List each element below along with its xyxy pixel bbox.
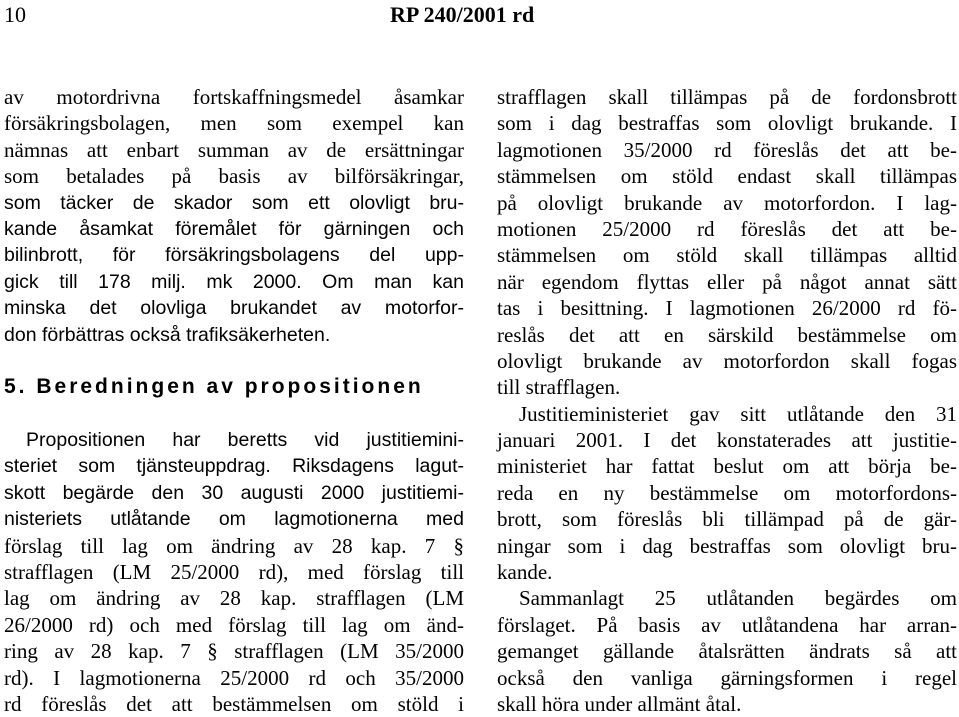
text-line: tas i besittning. I lagmotionen 26/2000 rd fö- <box>497 296 957 321</box>
left-paragraph-1 <box>4 84 464 348</box>
text-line: lag om ändring av 28 kap. strafflagen (LM <box>4 586 464 611</box>
text-line: skall höra under allmänt åtal. <box>497 691 742 716</box>
text-line: brott, som föreslås bli tillämpad på de gär- <box>497 507 957 532</box>
text-line: rd). I lagmotionerna 25/2000 rd och 35/2000 <box>4 665 464 690</box>
text-line: gick till 178 milj. mk 2000. Om man kan <box>4 270 464 293</box>
text-line: nisteriets utlåtande om lagmotionerna med <box>4 508 464 531</box>
left-paragraph-2 <box>4 427 464 717</box>
section-heading: 5. Beredningen av propositionen <box>4 375 424 399</box>
text-line: kande. <box>497 560 553 585</box>
text-line: gemanget gällande åtalsrätten ändrats så att <box>497 639 957 664</box>
text-line: rd föreslås det att bestämmelsen om stöld i <box>4 691 464 716</box>
text-line: till strafflagen. <box>497 375 621 400</box>
text-line: minska det olovliga brukandet av motorfor- <box>4 297 464 320</box>
text-line: ministeriet har fattat beslut om att börja be- <box>497 454 957 479</box>
spacer <box>4 348 464 374</box>
text-line: förslag till lag om ändring av 28 kap. 7 § <box>4 533 464 558</box>
right-column <box>497 84 957 717</box>
text-line: när egendom flyttas eller på något annat sätt <box>497 269 957 294</box>
text-line: steriet som tjänsteuppdrag. Riksdagens lagut- <box>4 455 464 478</box>
text-line: olovligt brukande av motorfordon skall fogas <box>497 348 957 373</box>
right-paragraph-3 <box>497 585 957 717</box>
text-line: strafflagen skall tillämpas på de fordonsbrott <box>497 85 957 109</box>
text-line: på olovligt brukande av motorfordon. I lag- <box>497 190 957 215</box>
text-line: ring av 28 kap. 7 § strafflagen (LM 35/2000 <box>4 639 464 664</box>
text-line: strafflagen (LM 25/2000 rd), med förslag till <box>4 560 464 585</box>
text-line: 26/2000 rd) och med förslag till lag om änd- <box>4 612 464 637</box>
spacer <box>4 401 464 427</box>
text-line: förslaget. På basis av utlåtandena har arran- <box>497 612 957 637</box>
text-line: januari 2001. I det konstaterades att justitie- <box>497 428 957 453</box>
text-line: som i dag bestraffas som olovligt brukande. I <box>497 111 957 136</box>
text-line: ningar som i dag bestraffas som olovligt bru- <box>497 533 957 558</box>
text-line: försäkringsbolagen, men som exempel kan <box>4 111 464 136</box>
text-line: bilinbrott, för försäkringsbolagens del upp- <box>4 244 464 267</box>
document-id-header: RP 240/2001 rd <box>390 2 535 27</box>
left-column <box>4 84 464 717</box>
text-line: Propositionen har beretts vid justitiemini- <box>26 429 464 452</box>
text-line: Justitieministeriet gav sitt utlåtande den 31 <box>519 401 957 426</box>
text-line: också den vanliga gärningsformen i regel <box>497 665 957 690</box>
text-line: don förbättras också trafiksäkerheten. <box>4 323 331 346</box>
text-line: nämnas att enbart summan av de ersättningar <box>4 137 464 162</box>
text-line: som betalades på basis av bilförsäkringar, <box>4 164 464 189</box>
text-line: stämmelsen om stöld endast skall tillämpas <box>497 164 957 189</box>
text-line: stämmelsen om stöld skall tillämpas alltid <box>497 243 957 268</box>
page-number: 10 <box>4 2 26 27</box>
text-line: motionen 25/2000 rd föreslås det att be- <box>497 216 957 241</box>
right-paragraph-1 <box>497 84 957 401</box>
text-line: reda en ny bestämmelse om motorfordons- <box>497 480 957 505</box>
text-line: Sammanlagt 25 utlåtanden begärdes om <box>519 586 957 611</box>
text-line: av motordrivna fortskaffningsmedel åsamkar <box>4 85 464 109</box>
text-line: reslås det att en särskild bestämmelse om <box>497 322 957 347</box>
right-paragraph-2 <box>497 401 957 586</box>
text-line: som täcker de skador som ett olovligt bru- <box>4 191 464 214</box>
text-line: kande åsamkat föremålet för gärningen och <box>4 217 464 240</box>
text-line: lagmotionen 35/2000 rd föreslås det att be- <box>497 137 957 162</box>
text-line: skott begärde den 30 augusti 2000 justitiemi- <box>4 481 464 504</box>
